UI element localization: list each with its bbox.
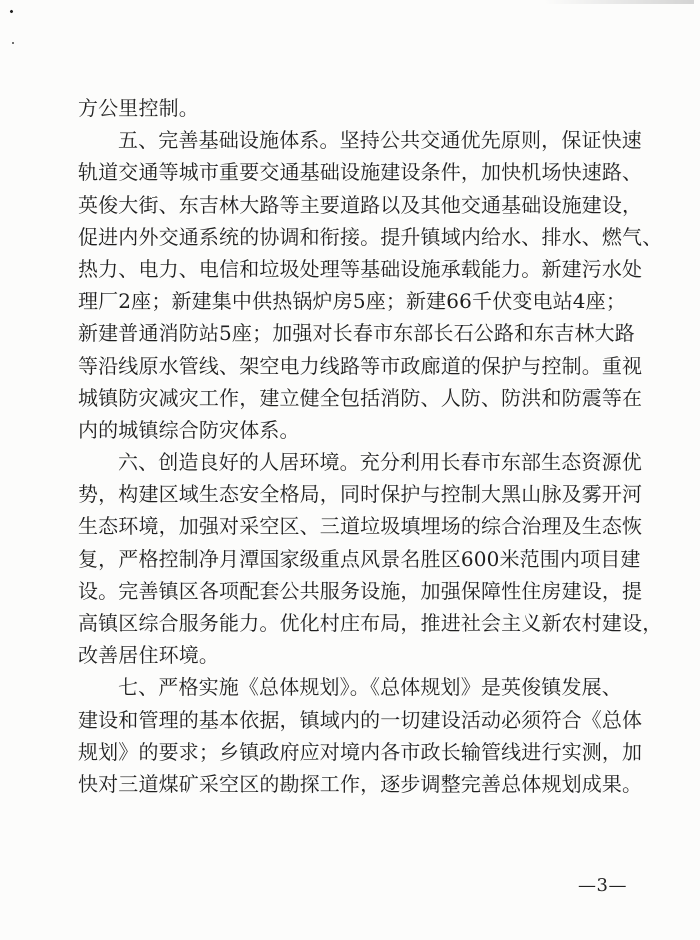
text-line: 改善居住环境。 [78, 643, 220, 668]
text-line: 复，严格控制净月潭国家级重点风景名胜区600米范围内项目建 [78, 546, 641, 571]
text-line: 热力、电力、电信和垃圾处理等基础设施承载能力。新建污水处 [78, 256, 643, 281]
text-line: 设。完善镇区各项配套公共服务设施，加强保障性住房建设，提 [78, 578, 643, 603]
text-line: 理厂2座；新建集中供热锅炉房5座；新建66千伏变电站4座； [78, 289, 626, 314]
page-number: —3— [578, 875, 627, 896]
paragraph-six-line: 六、创造良好的人居环境。充分利用长春市东部生态资源优 [118, 450, 642, 475]
text-line: 建设和管理的基本依据，镇域内的一切建设活动必须符合《总体 [78, 707, 643, 732]
text-line: 城镇防灾减灾工作，建立健全包括消防、人防、防洪和防震等在 [78, 385, 643, 410]
text-line: 内的城镇综合防灾体系。 [78, 417, 300, 442]
text-line: 势，构建区域生态安全格局，同时保护与控制大黑山脉及雾开河 [78, 482, 643, 507]
scan-mark [12, 42, 14, 44]
text-line: 英俊大街、东吉林大路等主要道路以及其他交通基础设施建设， [78, 192, 643, 217]
text-line: 新建普通消防站5座；加强对长春市东部长石公路和东吉林大路 [78, 321, 635, 346]
text-line: 高镇区综合服务能力。优化村庄布局，推进社会主义新农村建设， [78, 611, 663, 635]
paragraph-seven-line: 七、严格实施《总体规划》。《总体规划》是英俊镇发展、 [118, 675, 622, 700]
document-body [78, 92, 663, 800]
text-line: 方公里控制。 [78, 96, 199, 120]
text-line: 等沿线原水管线、架空电力线路等市政廊道的保护与控制。重视 [78, 353, 643, 378]
text-line: 轨道交通等城市重要交通基础设施建设条件，加快机场快速路、 [78, 160, 643, 185]
scan-edge-shadow [544, 0, 694, 4]
text-line: 生态环境，加强对采空区、三道垃圾填埋场的综合治理及生态恢 [78, 514, 643, 539]
text-line: 快对三道煤矿采空区的勘探工作，逐步调整完善总体规划成果。 [78, 771, 643, 796]
paragraph-five-line: 五、完善基础设施体系。坚持公共交通优先原则，保证快速 [118, 128, 642, 153]
scan-mark [9, 9, 13, 13]
text-line: 规划》的要求；乡镇政府应对境内各市政长输管线进行实测，加 [78, 739, 643, 764]
text-line: 促进内外交通系统的协调和衔接。提升镇域内给水、排水、燃气、 [78, 224, 663, 249]
